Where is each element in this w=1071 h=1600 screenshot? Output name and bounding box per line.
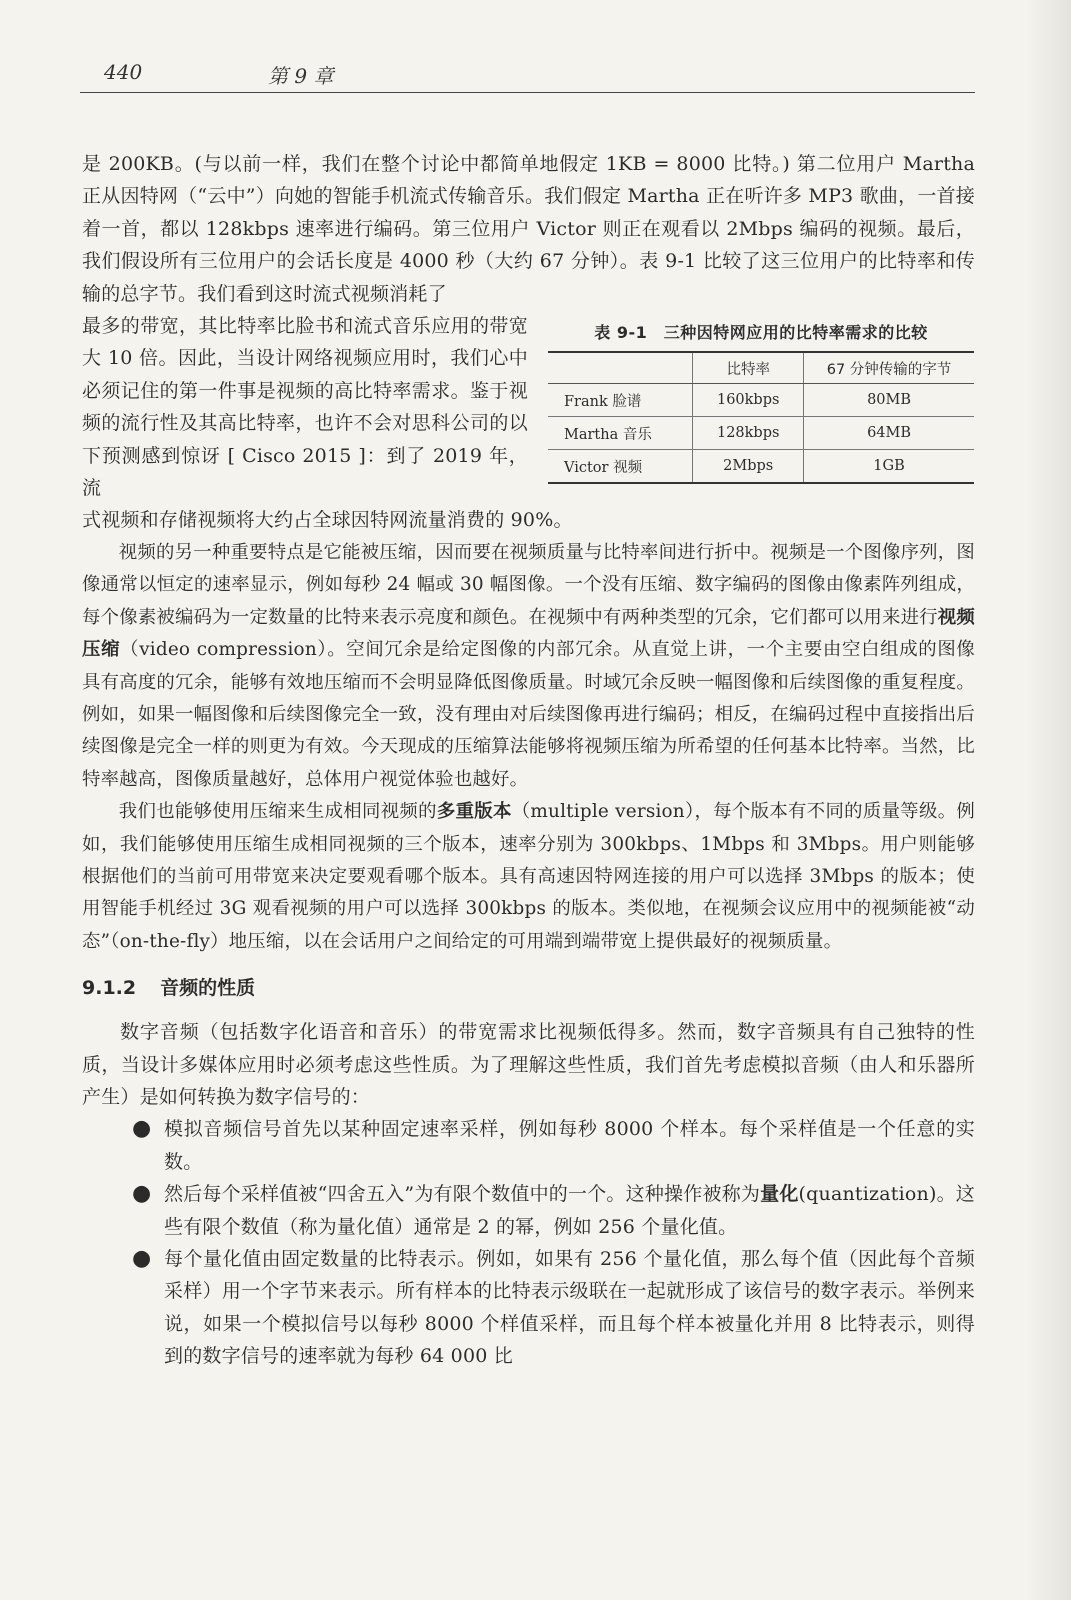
table-header-bitrate: 比特率 (693, 352, 804, 384)
table-row (548, 384, 974, 417)
text-with-table (82, 310, 975, 504)
para3-text-b: （multiple version），每个版本有不同的质量等级。例如，我们能够使用压缩生成相同视频的三个版本，速率分别为 300kbps、1Mbps 和 3Mbps。用户则能够根据他们的当前可用带宽来决定要观看哪个版本。具有高速因特网连接的用户可以选择 3Mbps 的版本；使用智能手机经过 3G 观看视频的用户可以选择 300kbps 的版本。类似地，在视频会议应用中的视频能被“动态”（on-the-fly）地压缩，以在会话用户之间给定的可用端到端带宽上提供最好的视频质量。 (82, 801, 975, 952)
list-item (82, 1113, 975, 1178)
table-9-1 (548, 322, 974, 484)
table-cell-bytes: 1GB (804, 450, 974, 484)
section-number: 9.1.2 (82, 977, 137, 1000)
table-cell-bitrate: 2Mbps (693, 450, 804, 484)
bitrate-table (548, 351, 974, 484)
chapter-label: 第 9 章 (268, 64, 334, 88)
table-cell-bitrate: 128kbps (693, 417, 804, 450)
table-cell-bytes: 64MB (804, 417, 974, 450)
table-cell-user: Frank 脸谱 (548, 384, 693, 417)
table-cell-user: Martha 音乐 (548, 417, 693, 450)
bullet-icon: ● (132, 1116, 152, 1142)
table-cell-user: Victor 视频 (548, 450, 693, 484)
para2-text-b: （video compression）。空间冗余是给定图像的内部冗余。从直觉上讲，一个主要由空白组成的图像具有高度的冗余，能够有效地压缩而不会明显降低图像质量。时域冗余反映一幅图像和后续图像的重复程度。例如，如果一幅图像和后续图像完全一致，没有理由对后续图像再进行编码；相反，在编码过程中直接指出后续图像是完全一样的则更为有效。今天现成的压缩算法能够将视频压缩为所希望的任何基本比特率。当然，比特率越高，图像质量越好，总体用户视觉体验也越好。 (82, 639, 975, 790)
bullet-text: 模拟音频信号首先以某种固定速率采样，例如每秒 8000 个样本。每个采样值是一个任意的实数。 (164, 1118, 975, 1173)
intro-paragraph: 是 200KB。(与以前一样，我们在整个讨论中都简单地假定 1KB = 8000 比特。) 第二位用户 Martha 正从因特网（“云中”）向她的智能手机流式传输音乐。我们假定 Martha 正在听许多 MP3 歌曲，一首接着一首，都以 128kbps 速率进行编码。第三位用户 Victor 则正在观看以 2Mbps 编码的视频。最后，我们假设所有三位用户的会话长度是 4000 秒（大约 67 分钟）。表 9-1 比较了这三位用户的比特率和传输的总字节。我们看到这时流式视频消耗了 (82, 153, 975, 305)
multiple-version-paragraph (82, 796, 975, 958)
table-cell-bytes: 80MB (804, 384, 974, 417)
para3-text-a: 我们也能够使用压缩来生成相同视频的 (118, 801, 437, 823)
list-item (82, 1243, 975, 1373)
page-number: 440 (104, 60, 143, 84)
table-row (548, 450, 974, 484)
term-quantization: 量化 (760, 1183, 799, 1206)
page-edge-shadow (1026, 0, 1071, 1600)
list-item (82, 1178, 975, 1243)
table-cell-bitrate: 160kbps (693, 384, 804, 417)
para2-text-a: 视频的另一种重要特点是它能被压缩，因而要在视频质量与比特率间进行折中。视频是一个图像序列，图像通常以恒定的速率显示，例如每秒 24 幅或 30 幅图像。一个没有压缩、数字编码的图像由像素阵列组成，每个像素被编码为一定数量的比特来表示亮度和颜色。在视频中有两种类型的冗余，它们都可以用来进行 (82, 541, 975, 628)
audio-steps-list (82, 1113, 975, 1372)
audio-intro-paragraph: 数字音频（包括数字化语音和音乐）的带宽需求比视频低得多。然而，数字音频具有自己独特的性质，当设计多媒体应用时必须考虑这些性质。为了理解这些性质，我们首先考虑模拟音频（由人和乐器所产生）是如何转换为数字信号的： (82, 1021, 975, 1108)
term-video-compression: 视频压缩 (82, 606, 975, 661)
after-float-paragraph: 式视频和存储视频将大约占全球因特网流量消费的 90%。 (82, 509, 573, 532)
bullet-text-a: 然后每个采样值被“四舍五入”为有限个数值中的一个。这种操作被称为 (164, 1183, 761, 1206)
bullet-icon: ● (132, 1181, 152, 1207)
section-title: 音频的性质 (160, 977, 256, 1000)
term-multiple-version: 多重版本 (436, 801, 512, 823)
bullet-icon: ● (132, 1246, 152, 1271)
running-header (80, 58, 975, 93)
table-header-empty (548, 352, 693, 384)
float-paragraph: 最多的带宽，其比特率比脸书和流式音乐应用的带宽大 10 倍。因此，当设计网络视频应用时，我们心中必须记住的第一件事是视频的高比特率需求。鉴于视频的流行性及其高比特率，也许不会对思科公司的以下预测感到惊讶 [ Cisco 2015 ]：到了 2019 年，流 (82, 315, 528, 500)
bullet-text: 每个量化值由固定数量的比特表示。例如，如果有 256 个量化值，那么每个值（因此每个音频采样）用一个字节来表示。所有样本的比特表示级联在一起就形成了该信号的数字表示。举例来说，如果一个模拟信号以每秒 8000 个样值采样，而且每个样本被量化并用 8 比特表示，则得到的数字信号的速率就为每秒 64 000 比 (164, 1248, 975, 1368)
video-compression-paragraph (82, 537, 975, 796)
table-caption: 表 9-1 三种因特网应用的比特率需求的比较 (594, 323, 928, 343)
page-body (82, 148, 975, 1373)
table-header-row (548, 352, 974, 384)
table-header-bytes: 67 分钟传输的字节 (804, 352, 974, 384)
section-heading (82, 968, 975, 1008)
table-row (548, 417, 974, 450)
bullet-text-b: (quantization)。这些有限个数值（称为量化值）通常是 2 的幂，例如 256 个量化值。 (164, 1183, 975, 1238)
